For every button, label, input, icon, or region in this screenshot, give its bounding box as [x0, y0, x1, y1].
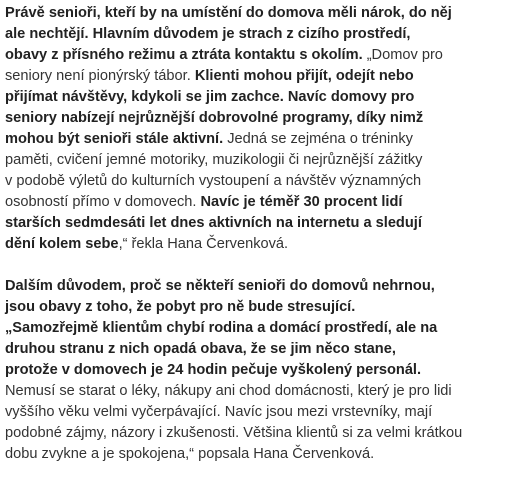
bold-text-run: seniory nabízejí nejrůznější dobrovolné programy, díky nimž	[5, 110, 424, 126]
text-line	[5, 297, 508, 318]
regular-text-run: vyššího věku velmi vyčerpávající. Navíc jsou mezi vrstevníky, mají	[5, 404, 433, 420]
text-line	[5, 234, 508, 255]
regular-text-run: ,“ řekla Hana Červenková.	[118, 236, 289, 252]
text-line	[5, 423, 508, 444]
regular-text-run: Nemusí se starat o léky, nákupy ani chod domácnosti, který je pro lidi	[5, 383, 452, 399]
regular-text-run: seniory není pionýrský tábor.	[5, 68, 195, 84]
text-line	[5, 360, 508, 381]
bold-text-run: Navíc je téměř 30 procent lidí	[200, 194, 403, 210]
bold-text-run: dění kolem sebe	[5, 236, 119, 252]
text-line	[5, 87, 508, 108]
text-line	[5, 171, 508, 192]
paragraph-2	[5, 276, 508, 465]
bold-text-run: Právě senioři, kteří by na umístění do domova měli nárok, do něj	[5, 5, 452, 21]
bold-text-run: ale nechtějí. Hlavním důvodem je strach z cizího prostředí,	[5, 26, 411, 42]
text-line	[5, 276, 508, 297]
text-line	[5, 108, 508, 129]
text-line	[5, 381, 508, 402]
bold-text-run: obavy z přísného režimu a ztráta kontaktu s okolím.	[5, 47, 363, 63]
bold-text-run: přijímat návštěvy, kdykoli se jim zachce. Navíc domovy pro	[5, 89, 415, 105]
article-body	[5, 3, 508, 465]
bold-text-run: „Samozřejmě klientům chybí rodina a domácí prostředí, ale na	[5, 320, 438, 336]
paragraph-1	[5, 3, 508, 255]
text-line	[5, 150, 508, 171]
regular-text-run: v podobě výletů do kulturních vystoupení a návštěv významných	[5, 173, 422, 189]
text-line	[5, 318, 508, 339]
regular-text-run: dobu zvykne a je spokojena,“ popsala Hana Červenková.	[5, 446, 375, 462]
text-line	[5, 24, 508, 45]
text-line	[5, 339, 508, 360]
text-line	[5, 192, 508, 213]
bold-text-run: Klienti mohou přijít, odejít nebo	[194, 68, 414, 84]
bold-text-run: mohou být senioři stále aktivní.	[5, 131, 224, 147]
bold-text-run: druhou stranu z nich opadá obava, že se jim něco stane,	[5, 341, 396, 357]
bold-text-run: protože v domovech je 24 hodin pečuje vyškolený personál.	[5, 362, 422, 378]
text-line	[5, 402, 508, 423]
regular-text-run: „Domov pro	[362, 47, 443, 63]
bold-text-run: starších sedmdesáti let dnes aktivních na internetu a sledují	[5, 215, 422, 231]
text-line	[5, 3, 508, 24]
text-line	[5, 213, 508, 234]
bold-text-run: jsou obavy z toho, že pobyt pro ně bude stresující.	[5, 299, 356, 315]
text-line	[5, 66, 508, 87]
paragraph-gap	[5, 255, 508, 276]
regular-text-run: Jedná se zejména o tréninky	[223, 131, 413, 147]
text-line	[5, 444, 508, 465]
text-line	[5, 45, 508, 66]
regular-text-run: podobné zájmy, názory i zkušenosti. Většina klientů si za velmi krátkou	[5, 425, 463, 441]
regular-text-run: paměti, cvičení jemné motoriky, muzikologii či nejrůznější zážitky	[5, 152, 423, 168]
text-line	[5, 129, 508, 150]
bold-text-run: Dalším důvodem, proč se někteří senioři do domovů nehrnou,	[5, 278, 435, 294]
regular-text-run: osobností přímo v domovech.	[5, 194, 201, 210]
